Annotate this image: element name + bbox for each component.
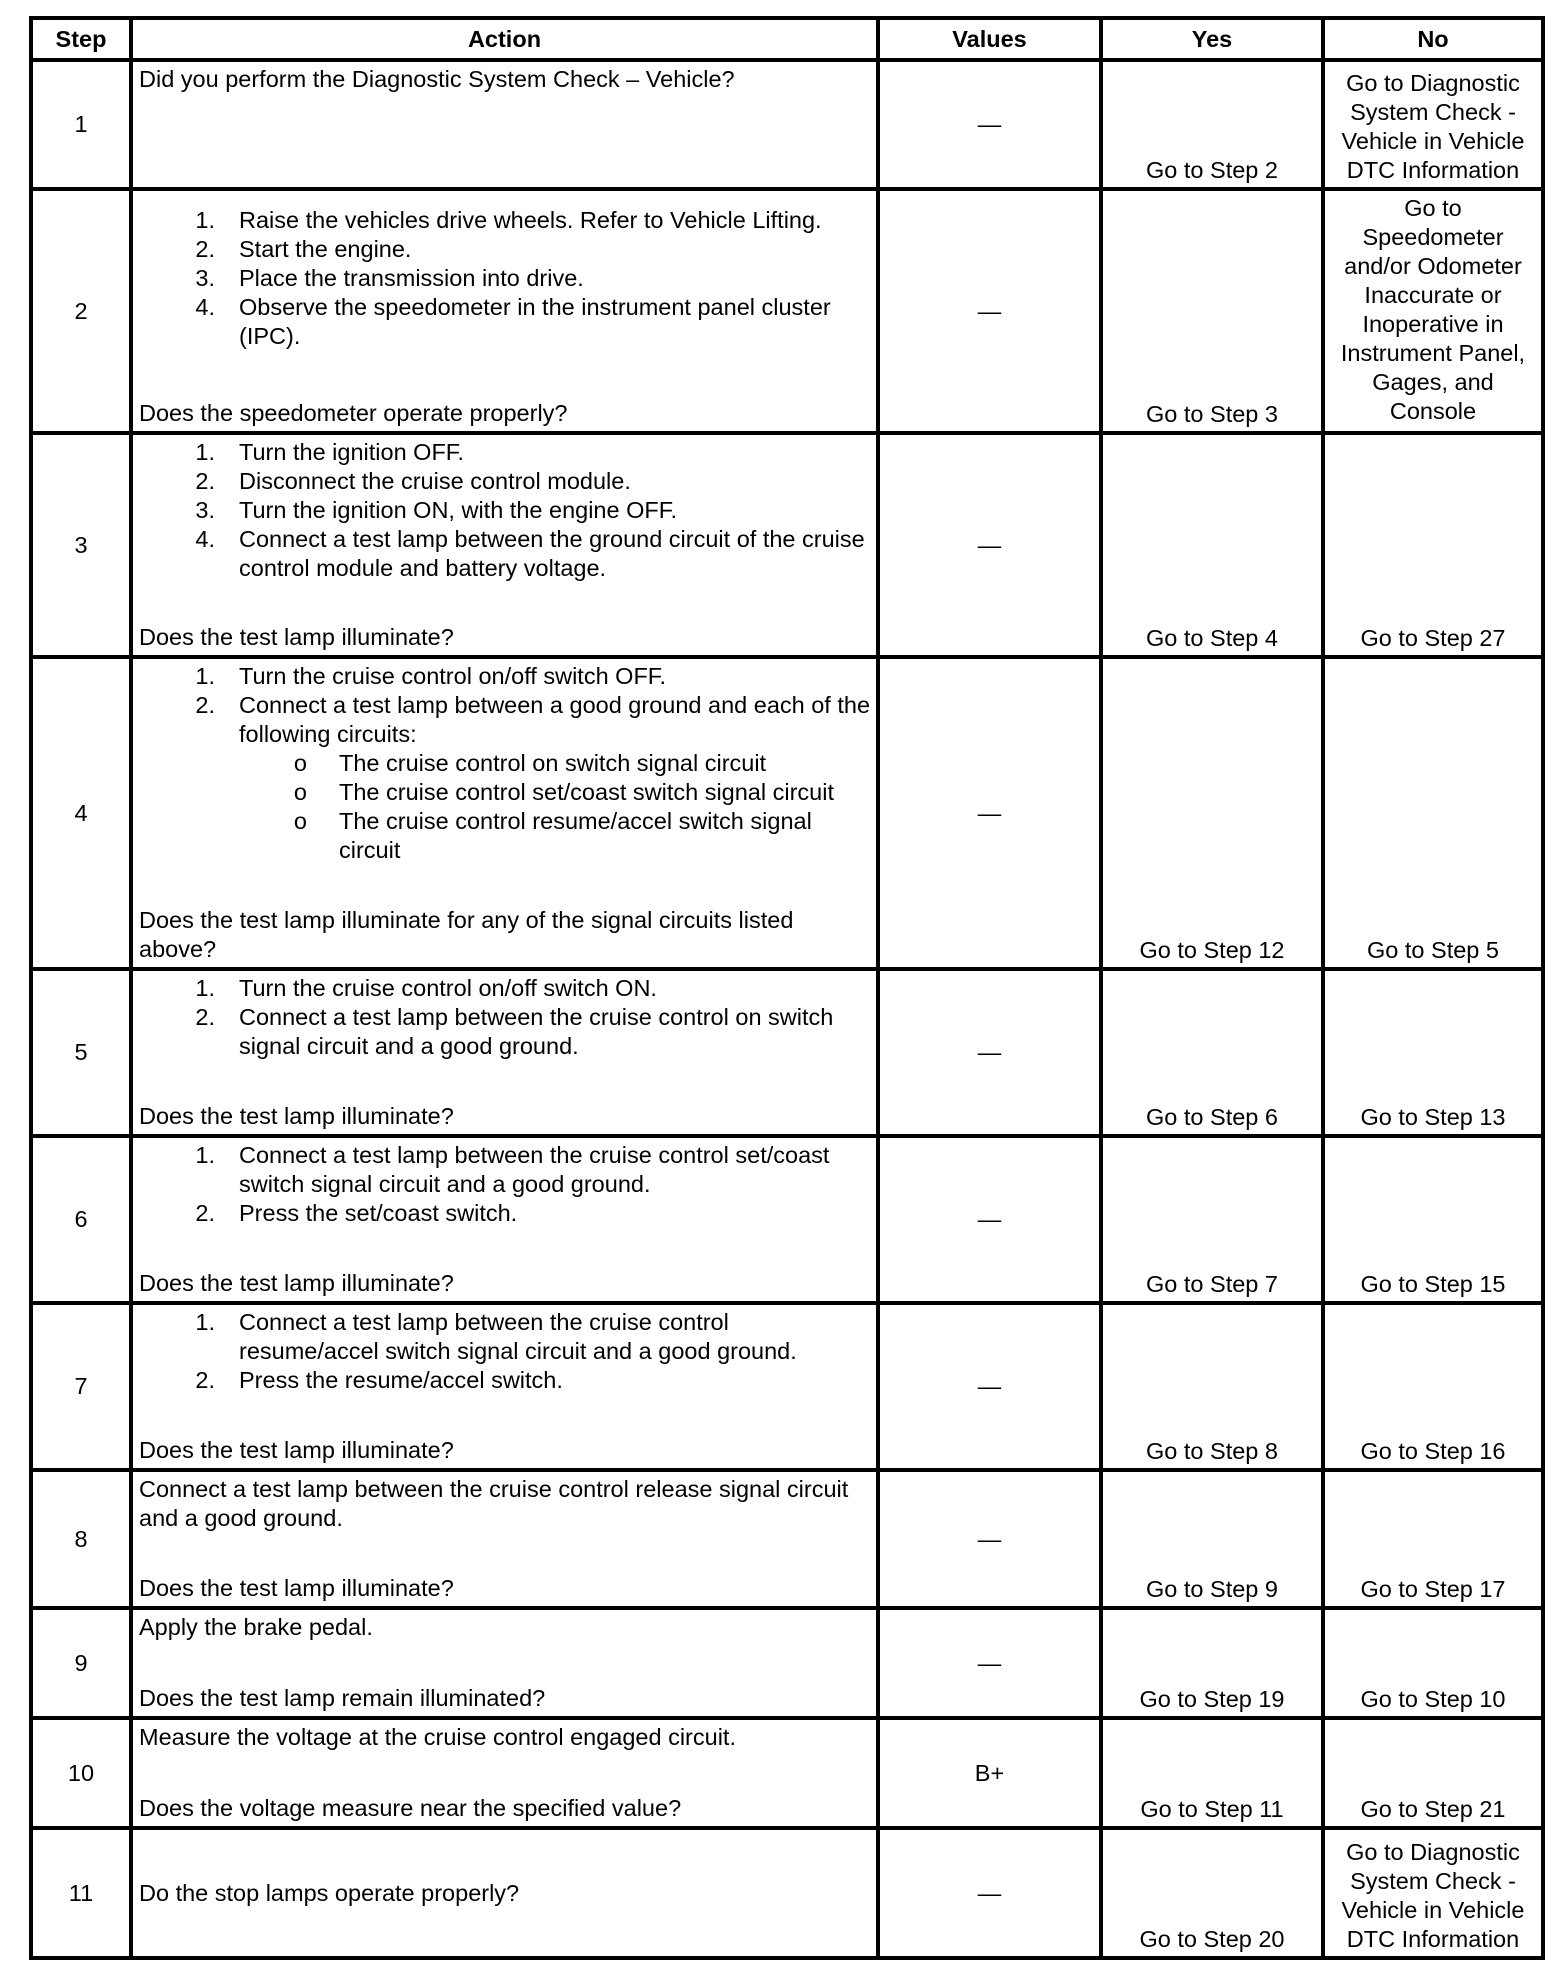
no-cell: Go to Step 27 [1323,433,1543,657]
table-row [31,657,1543,969]
list-item: 3. Place the transmission into drive. [195,265,584,291]
yes-cell: Go to Step 11 [1101,1718,1323,1828]
yes-cell: Go to Step 6 [1101,969,1323,1136]
sub-list-item: o The cruise control on switch signal circuit [293,750,767,776]
values-cell: — [878,433,1101,657]
list-item: 1. Raise the vehicles drive wheels. Refer to Vehicle Lifting. [195,207,822,233]
action-steps [139,194,872,351]
action-intro: Measure the voltage at the cruise control engaged circuit. [139,1724,736,1750]
step-number: 8 [31,1470,131,1608]
no-cell: Go to Speedometer and/or Odometer Inaccurate or Inoperative in Instrument Panel, Gages, and Console [1323,189,1543,433]
step-number: 6 [31,1136,131,1303]
action-steps [139,1308,872,1395]
header-values: Values [878,18,1101,60]
list-item: 1. Turn the cruise control on/off switch ON. [195,975,657,1001]
action-question: Does the test lamp remain illuminated? [139,1685,546,1711]
list-item: 2. Connect a test lamp between the cruise control on switch signal circuit and a good ground. [195,1004,834,1059]
action-question: Does the voltage measure near the specified value? [139,1795,682,1821]
list-item: 3. Turn the ignition ON, with the engine OFF. [195,497,678,523]
action-cell [131,1718,878,1828]
yes-cell: Go to Step 8 [1101,1303,1323,1470]
action-question: Does the test lamp illuminate? [139,1437,454,1463]
no-cell: Go to Step 16 [1323,1303,1543,1470]
sub-list-item: o The cruise control resume/accel switch signal circuit [293,808,812,863]
action-cell [131,433,878,657]
values-cell: — [878,1828,1101,1958]
action-intro: Do the stop lamps operate properly? [139,1879,520,1906]
step-number: 4 [31,657,131,969]
action-cell [131,1608,878,1718]
no-cell: Go to Step 10 [1323,1608,1543,1718]
table-row [31,1718,1543,1828]
list-item: 2. Press the set/coast switch. [195,1200,518,1226]
yes-cell: Go to Step 4 [1101,433,1323,657]
action-cell [131,60,878,189]
action-intro: Apply the brake pedal. [139,1614,373,1640]
diagnostic-table [29,16,1545,1960]
action-cell [131,657,878,969]
action-steps [139,662,872,865]
action-intro: Connect a test lamp between the cruise control release signal circuit and a good ground. [139,1476,849,1531]
action-cell [131,1828,878,1958]
action-question: Does the test lamp illuminate? [139,1270,454,1296]
header-no: No [1323,18,1543,60]
action-question: Does the test lamp illuminate for any of the signal circuits listed above? [139,907,794,962]
no-cell: Go to Step 15 [1323,1136,1543,1303]
action-intro: Did you perform the Diagnostic System Check – Vehicle? [139,66,735,92]
action-question: Does the test lamp illuminate? [139,1575,454,1601]
table-row [31,1470,1543,1608]
list-item: 2. Press the resume/accel switch. [195,1367,563,1393]
yes-cell: Go to Step 3 [1101,189,1323,433]
header-row [31,18,1543,60]
action-steps [139,1141,872,1228]
list-item: 2. Connect a test lamp between a good ground and each of the following circuits: [195,692,871,747]
step-number: 3 [31,433,131,657]
list-item: 4. Connect a test lamp between the ground circuit of the cruise control module and battery voltage. [195,526,865,581]
list-item: 2. Start the engine. [195,236,412,262]
no-cell: Go to Diagnostic System Check - Vehicle in Vehicle DTC Information [1323,60,1543,189]
no-cell: Go to Step 5 [1323,657,1543,969]
list-item: 1. Turn the ignition OFF. [195,439,465,465]
header-step: Step [31,18,131,60]
action-cell [131,1470,878,1608]
table-row [31,1608,1543,1718]
list-item: 1. Connect a test lamp between the cruise control resume/accel switch signal circuit and a good ground. [195,1309,797,1364]
table-row [31,1303,1543,1470]
step-number: 9 [31,1608,131,1718]
action-question: Does the test lamp illuminate? [139,1103,454,1129]
yes-cell: Go to Step 12 [1101,657,1323,969]
values-cell: — [878,657,1101,969]
step-number: 11 [31,1828,131,1958]
list-item: 1. Connect a test lamp between the cruise control set/coast switch signal circuit and a good ground. [195,1142,830,1197]
no-cell: Go to Step 17 [1323,1470,1543,1608]
table-row [31,189,1543,433]
table-row [31,1828,1543,1958]
list-item: 1. Turn the cruise control on/off switch OFF. [195,663,667,689]
action-question: Does the speedometer operate properly? [139,400,568,426]
values-cell: — [878,1303,1101,1470]
values-cell: — [878,189,1101,433]
table-row [31,433,1543,657]
action-cell [131,189,878,433]
yes-cell: Go to Step 9 [1101,1470,1323,1608]
header-yes: Yes [1101,18,1323,60]
step-number: 1 [31,60,131,189]
yes-cell: Go to Step 2 [1101,60,1323,189]
step-number: 7 [31,1303,131,1470]
values-cell: — [878,1470,1101,1608]
header-action: Action [131,18,878,60]
list-item: 2. Disconnect the cruise control module. [195,468,631,494]
action-steps [139,438,872,583]
no-cell: Go to Step 13 [1323,969,1543,1136]
no-cell: Go to Diagnostic System Check - Vehicle in Vehicle DTC Information [1323,1828,1543,1958]
table-row [31,969,1543,1136]
action-question: Does the test lamp illuminate? [139,624,454,650]
yes-cell: Go to Step 7 [1101,1136,1323,1303]
sub-list-item: o The cruise control set/coast switch signal circuit [293,779,834,805]
table-row [31,1136,1543,1303]
no-cell: Go to Step 21 [1323,1718,1543,1828]
values-cell: — [878,969,1101,1136]
action-cell [131,1136,878,1303]
yes-cell: Go to Step 19 [1101,1608,1323,1718]
step-number: 10 [31,1718,131,1828]
action-steps [139,974,872,1061]
step-number: 2 [31,189,131,433]
values-cell: — [878,60,1101,189]
values-cell: — [878,1608,1101,1718]
table-row [31,60,1543,189]
values-cell: B+ [878,1718,1101,1828]
action-cell [131,969,878,1136]
action-cell [131,1303,878,1470]
step-number: 5 [31,969,131,1136]
yes-cell: Go to Step 20 [1101,1828,1323,1958]
list-item: 4. Observe the speedometer in the instrument panel cluster (IPC). [195,294,831,349]
values-cell: — [878,1136,1101,1303]
